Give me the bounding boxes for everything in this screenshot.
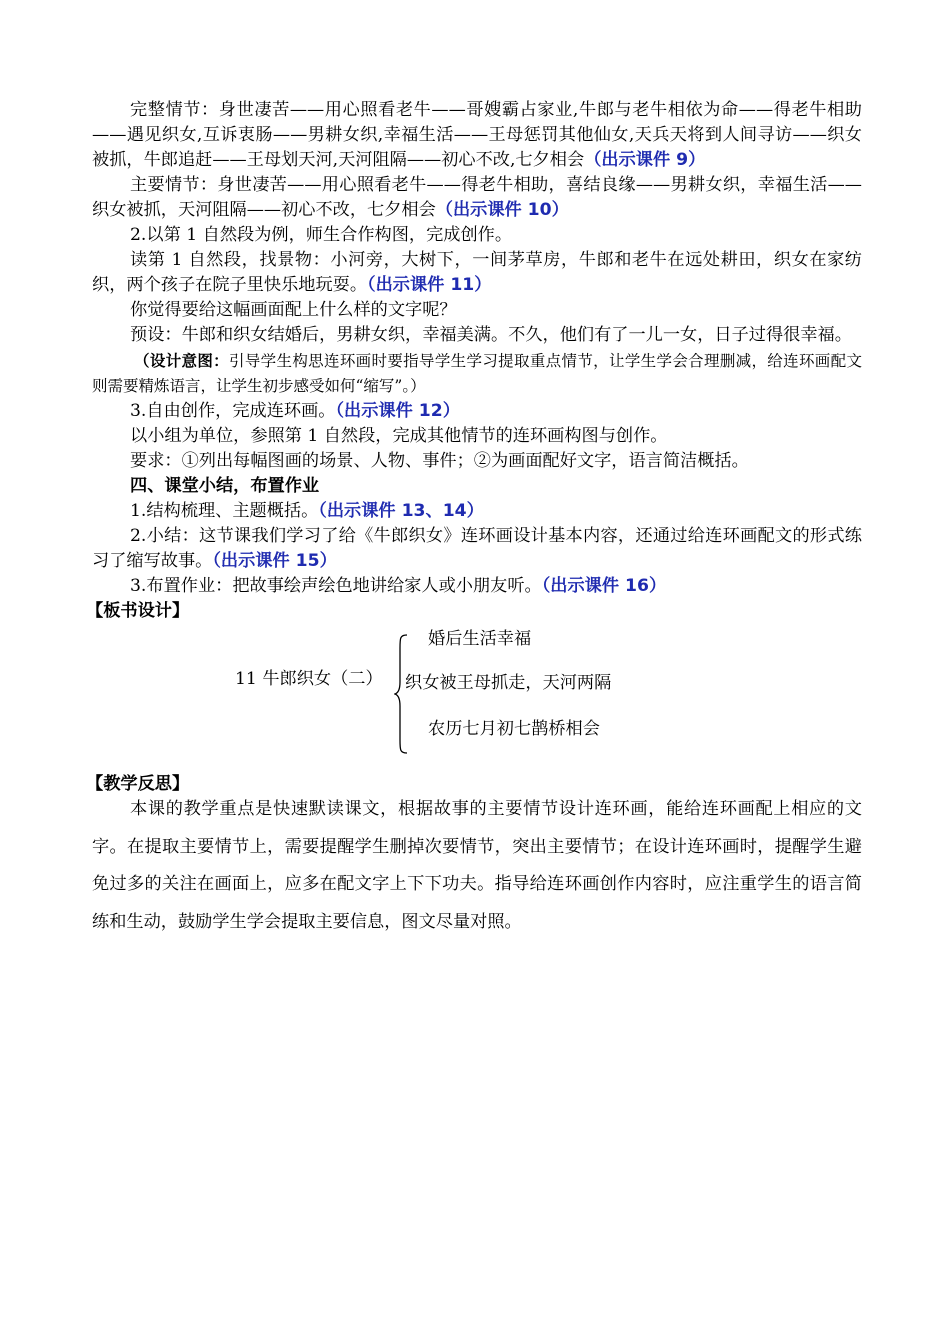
scenery-text: 读第 1 自然段，找景物：小河旁，大树下，一间茅草房，牛郎和老牛在远处耕田，织女在家纺织，两个孩子在院子里快乐地玩耍。 bbox=[92, 250, 862, 295]
courseware-tag-11: （出示课件 11） bbox=[367, 275, 492, 295]
step-2: 2.以第 1 自然段为例，师生合作构图，完成创作。 bbox=[130, 225, 513, 245]
summary-1-text: 1.结构梳理、主题概括。 bbox=[130, 501, 319, 521]
board-item-2: 织女被王母抓走，天河两隔 bbox=[405, 673, 612, 693]
reflection-paragraph: 本课的教学重点是快速默读课文，根据故事的主要情节设计连环画，能给连环画配上相应的文字。在提取主要情节上，需要提醒学生删掉次要情节，突出主要情节；在设计连环画时，提醒学生避免过多的关注在画面上，应多在配文字上下下功夫。指导给连环画创作内容时，应注重学生的语言简练和生动，鼓励学生学会提取主要信息，图文尽量对照。 bbox=[92, 799, 862, 932]
courseware-tag-15: （出示课件 15） bbox=[212, 551, 337, 571]
curly-brace-icon bbox=[394, 634, 408, 754]
board-design bbox=[92, 624, 862, 774]
requirements: 要求：①列出每幅图画的场景、人物、事件；②为画面配好文字，语言简洁概括。 bbox=[130, 451, 749, 471]
board-item-1: 婚后生活幸福 bbox=[428, 629, 532, 649]
courseware-tag-13-14: （出示课件 13、14） bbox=[318, 501, 484, 521]
courseware-tag-10: （出示课件 10） bbox=[435, 200, 569, 220]
homework-text: 3.布置作业：把故事绘声绘色地讲给家人或小朋友听。 bbox=[130, 576, 542, 596]
scenery-paragraph bbox=[92, 248, 862, 298]
homework bbox=[92, 574, 862, 599]
full-plot-paragraph bbox=[92, 98, 862, 173]
design-intent-text: 引导学生构思连环画时要指导学生学习提取重点情节，让学生学会合理删减，给连环画配文则需要精炼语言，让学生初步感受如何“缩写”。） bbox=[92, 352, 862, 395]
main-plot-text: 主要情节：身世凄苦——用心照看老牛——得老牛相助，喜结良缘——男耕女织，幸福生活——织女被抓，天河阻隔——初心不改，七夕相会 bbox=[92, 175, 862, 220]
step-3-text: 3.自由创作，完成连环画。 bbox=[130, 401, 336, 421]
board-title: 11 牛郎织女（二） bbox=[235, 669, 383, 689]
preset-paragraph: 预设：牛郎和织女结婚后，男耕女织，幸福美满。不久，他们有了一儿一女，日子过得很幸福。 bbox=[130, 325, 852, 345]
courseware-tag-16: （出示课件 16） bbox=[541, 576, 667, 596]
courseware-tag-9: （出示课件 9） bbox=[584, 150, 706, 170]
design-intent bbox=[92, 348, 862, 399]
main-plot-paragraph bbox=[92, 173, 862, 223]
summary-2-text: 2.小结：这节课我们学习了给《牛郎织女》连环画设计基本内容，还通过给连环画配文的形式练习了缩写故事。 bbox=[92, 526, 862, 571]
question-line: 你觉得要给这幅画面配上什么样的文字呢？ bbox=[130, 300, 457, 320]
board-design-heading: 【板书设计】 bbox=[86, 601, 190, 621]
design-intent-label: （设计意图： bbox=[134, 351, 229, 370]
courseware-tag-12: （出示课件 12） bbox=[335, 401, 460, 421]
lesson-page bbox=[86, 98, 862, 941]
group-task: 以小组为单位，参照第 1 自然段，完成其他情节的连环画构图与创作。 bbox=[130, 426, 668, 446]
section-4-heading: 四、课堂小结，布置作业 bbox=[130, 476, 320, 496]
board-item-3: 农历七月初七鹊桥相会 bbox=[428, 719, 600, 739]
full-plot-text: 完整情节：身世凄苦——用心照看老牛——哥嫂霸占家业,牛郎与老牛相依为命——得老牛相助——遇见织女,互诉衷肠——男耕女织,幸福生活——王母惩罚其他仙女,天兵天将到人间寻访——织女被抓，牛郎追赶——王母划天河,天河阻隔——初心不改,七夕相会 bbox=[92, 100, 862, 170]
step-3 bbox=[92, 399, 862, 424]
reflection-heading: 【教学反思】 bbox=[86, 774, 190, 794]
summary-1 bbox=[92, 499, 862, 524]
summary-2 bbox=[92, 524, 862, 574]
